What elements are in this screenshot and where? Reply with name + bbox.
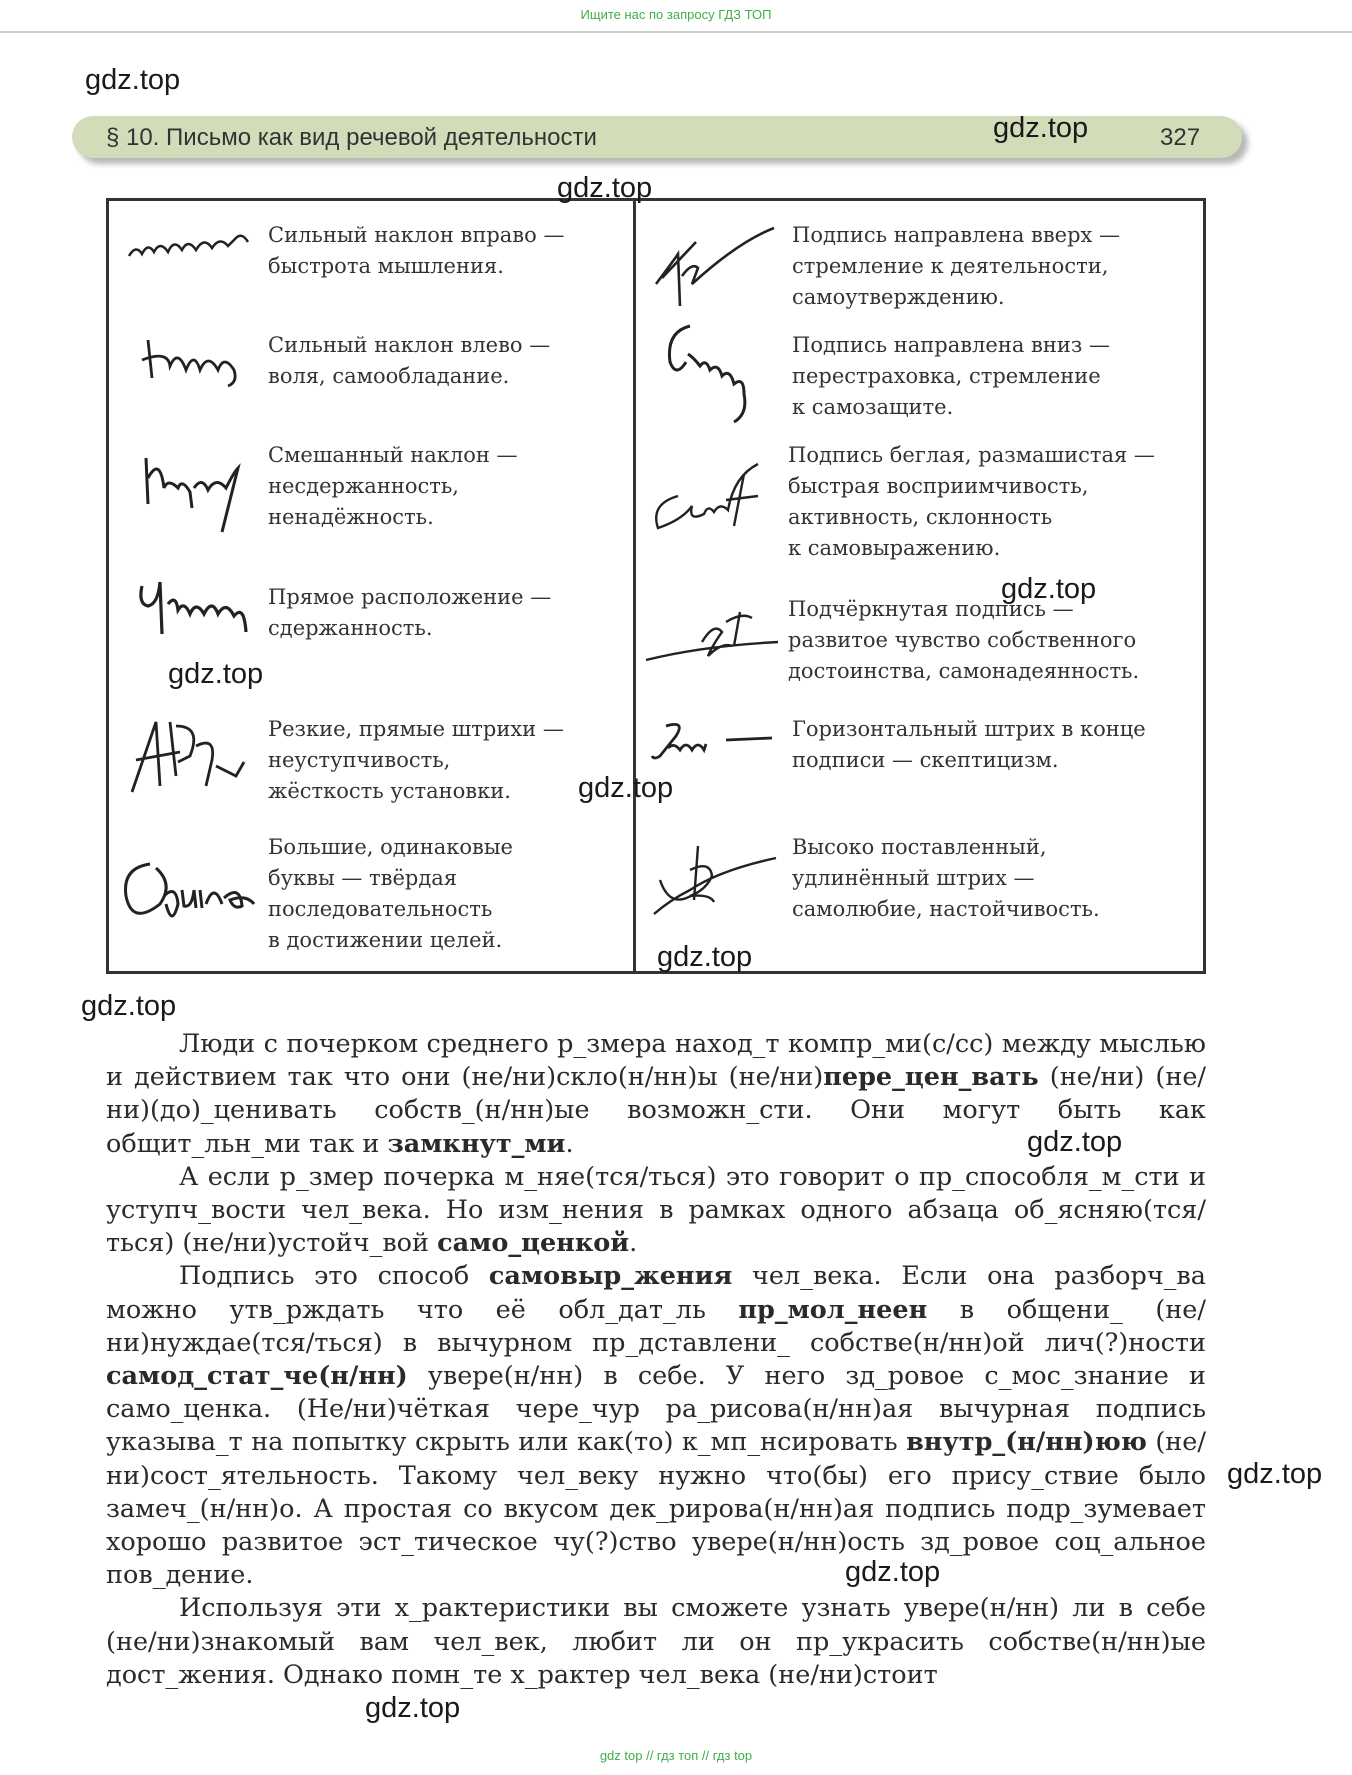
paragraph-3: Подпись это способ самовыр_жения чел_века. Если она разборч_ва можно утв_рждать что её обл_дат_ль пр_мол_неен в общени_ (не/ни)нуждае(тся/ться) в вычурном пр_дставлени_ собстве(н/нн)ой лич(?)ности самод_стат_че(н/нн) увере(н/нн) в себе. У него зд_ровое с_мос_знание и само_ценка. (Не/ни)чёткая чере_чур ра_рисова(н/нн)ая вычурная подпись указыва_т на попытку скрыть или как(то) к_мп_нсировать внутр_(н/нн)юю (не/ни)сост_ятельность. Такому чел_веку нужно что(бы) его прису_ствие было замеч_(н/нн)о. А простая со вкусом дек_рирова(н/нн)ая подпись подр_зумевает хорошо развитое эст_тическое чу(?)ство увере(н/нн)ость зд_ровое соц_альное пов_дение.	[106, 1261, 1206, 1591]
banner-text: Ищите нас по запросу ГДЗ ТОП	[580, 7, 772, 22]
cell-text-right-slant: Сильный наклон вправо — быстрота мышления.	[268, 223, 565, 278]
signature-mixed-slant-icon	[138, 448, 248, 538]
cell-text-left-slant: Сильный наклон влево — воля, самообладание.	[268, 333, 551, 388]
cell-text-mixed-slant: Смешанный наклон — несдержанность, ненадёжность.	[268, 443, 518, 529]
watermark: gdz.top	[365, 1692, 461, 1724]
watermark: gdz.top	[85, 64, 181, 96]
table-divider	[633, 198, 636, 974]
watermark: gdz.top	[1027, 1126, 1123, 1158]
cell-text-horizontal-end: Горизонтальный штрих в конце подписи — скептицизм.	[792, 717, 1146, 772]
footer-text: gdz top // гдз топ // гдз top	[599, 1748, 753, 1763]
signature-horizontal-end-icon	[646, 716, 776, 766]
watermark: gdz.top	[1227, 1458, 1323, 1490]
footer	[0, 1748, 1352, 1763]
watermark: gdz.top	[657, 941, 753, 973]
signature-upward-icon	[648, 222, 778, 312]
signature-high-stroke-icon	[650, 840, 780, 920]
signature-downward-icon	[660, 318, 760, 428]
signature-large-letters-icon	[120, 854, 260, 934]
cell-text-high-stroke: Высоко поставленный, удлинённый штрих — самолюбие, настойчивость.	[792, 835, 1100, 921]
cell-text-large-letters: Большие, одинаковые буквы — твёрдая последовательность в достижении целей.	[268, 835, 513, 952]
signature-strong-left-slant-icon	[138, 330, 248, 390]
watermark: gdz.top	[578, 772, 674, 804]
paragraph-4: Используя эти х_рактеристики вы сможете узнать увере(н/нн) ли в себе (не/ни)знакомый вам чел_век, любит ли он пр_украсить собстве(н/нн)ые дост_жения. Однако помн_те х_рактер чел_века (не/ни)стоит	[106, 1593, 1206, 1690]
section-title: § 10. Письмо как вид речевой деятельности	[106, 124, 597, 151]
top-banner	[0, 0, 1352, 33]
watermark: gdz.top	[168, 658, 264, 690]
signature-upright-icon	[134, 574, 254, 644]
watermark: gdz.top	[993, 112, 1089, 144]
watermark: gdz.top	[845, 1556, 941, 1588]
watermark: gdz.top	[1001, 573, 1097, 605]
cell-text-upright: Прямое расположение — сдержанность.	[268, 585, 552, 640]
cell-text-sweeping: Подпись беглая, размашистая — быстрая восприимчивость, активность, склонность к самовыражению.	[788, 443, 1155, 560]
paragraph-2: А если р_змер почерка м_няе(тся/ться) это говорит о пр_способля_м_сти и уступч_вости чел_века. Но изм_нения в рамках одного абзаца об_ясняю(тся/ться) (не/ни)устойч_вой само_ценкой.	[106, 1161, 1206, 1259]
signature-sharp-strokes-icon	[126, 716, 256, 796]
paragraph-1: Люди с почерком среднего р_змера наход_т компр_ми(с/сс) между мыслью и действием так что они (не/ни)скло(н/нн)ы (не/ни)пере_цен_вать (не/ни) (не/ни)(до)_ценивать собств_(н/нн)ые возможн_сти. Они могут быть как общит_льн_ми так и замкнут_ми.	[106, 1029, 1207, 1159]
cell-text-upward: Подпись направлена вверх — стремление к деятельности, самоутверждению.	[792, 223, 1121, 309]
signature-sweeping-icon	[648, 456, 768, 536]
cell-text-downward: Подпись направлена вниз — перестраховка, стремление к самозащите.	[792, 333, 1110, 419]
watermark: gdz.top	[557, 172, 653, 204]
cell-text-underlined: Подчёркнутая подпись — развитое чувство собственного достоинства, самонадеянность.	[788, 597, 1140, 683]
watermark: gdz.top	[81, 990, 177, 1022]
signature-strong-right-slant-icon	[124, 228, 254, 268]
cell-text-sharp-strokes: Резкие, прямые штрихи — неуступчивость, жёсткость установки.	[268, 717, 564, 803]
signature-underlined-icon	[642, 602, 782, 672]
page-number: 327	[1160, 124, 1201, 151]
